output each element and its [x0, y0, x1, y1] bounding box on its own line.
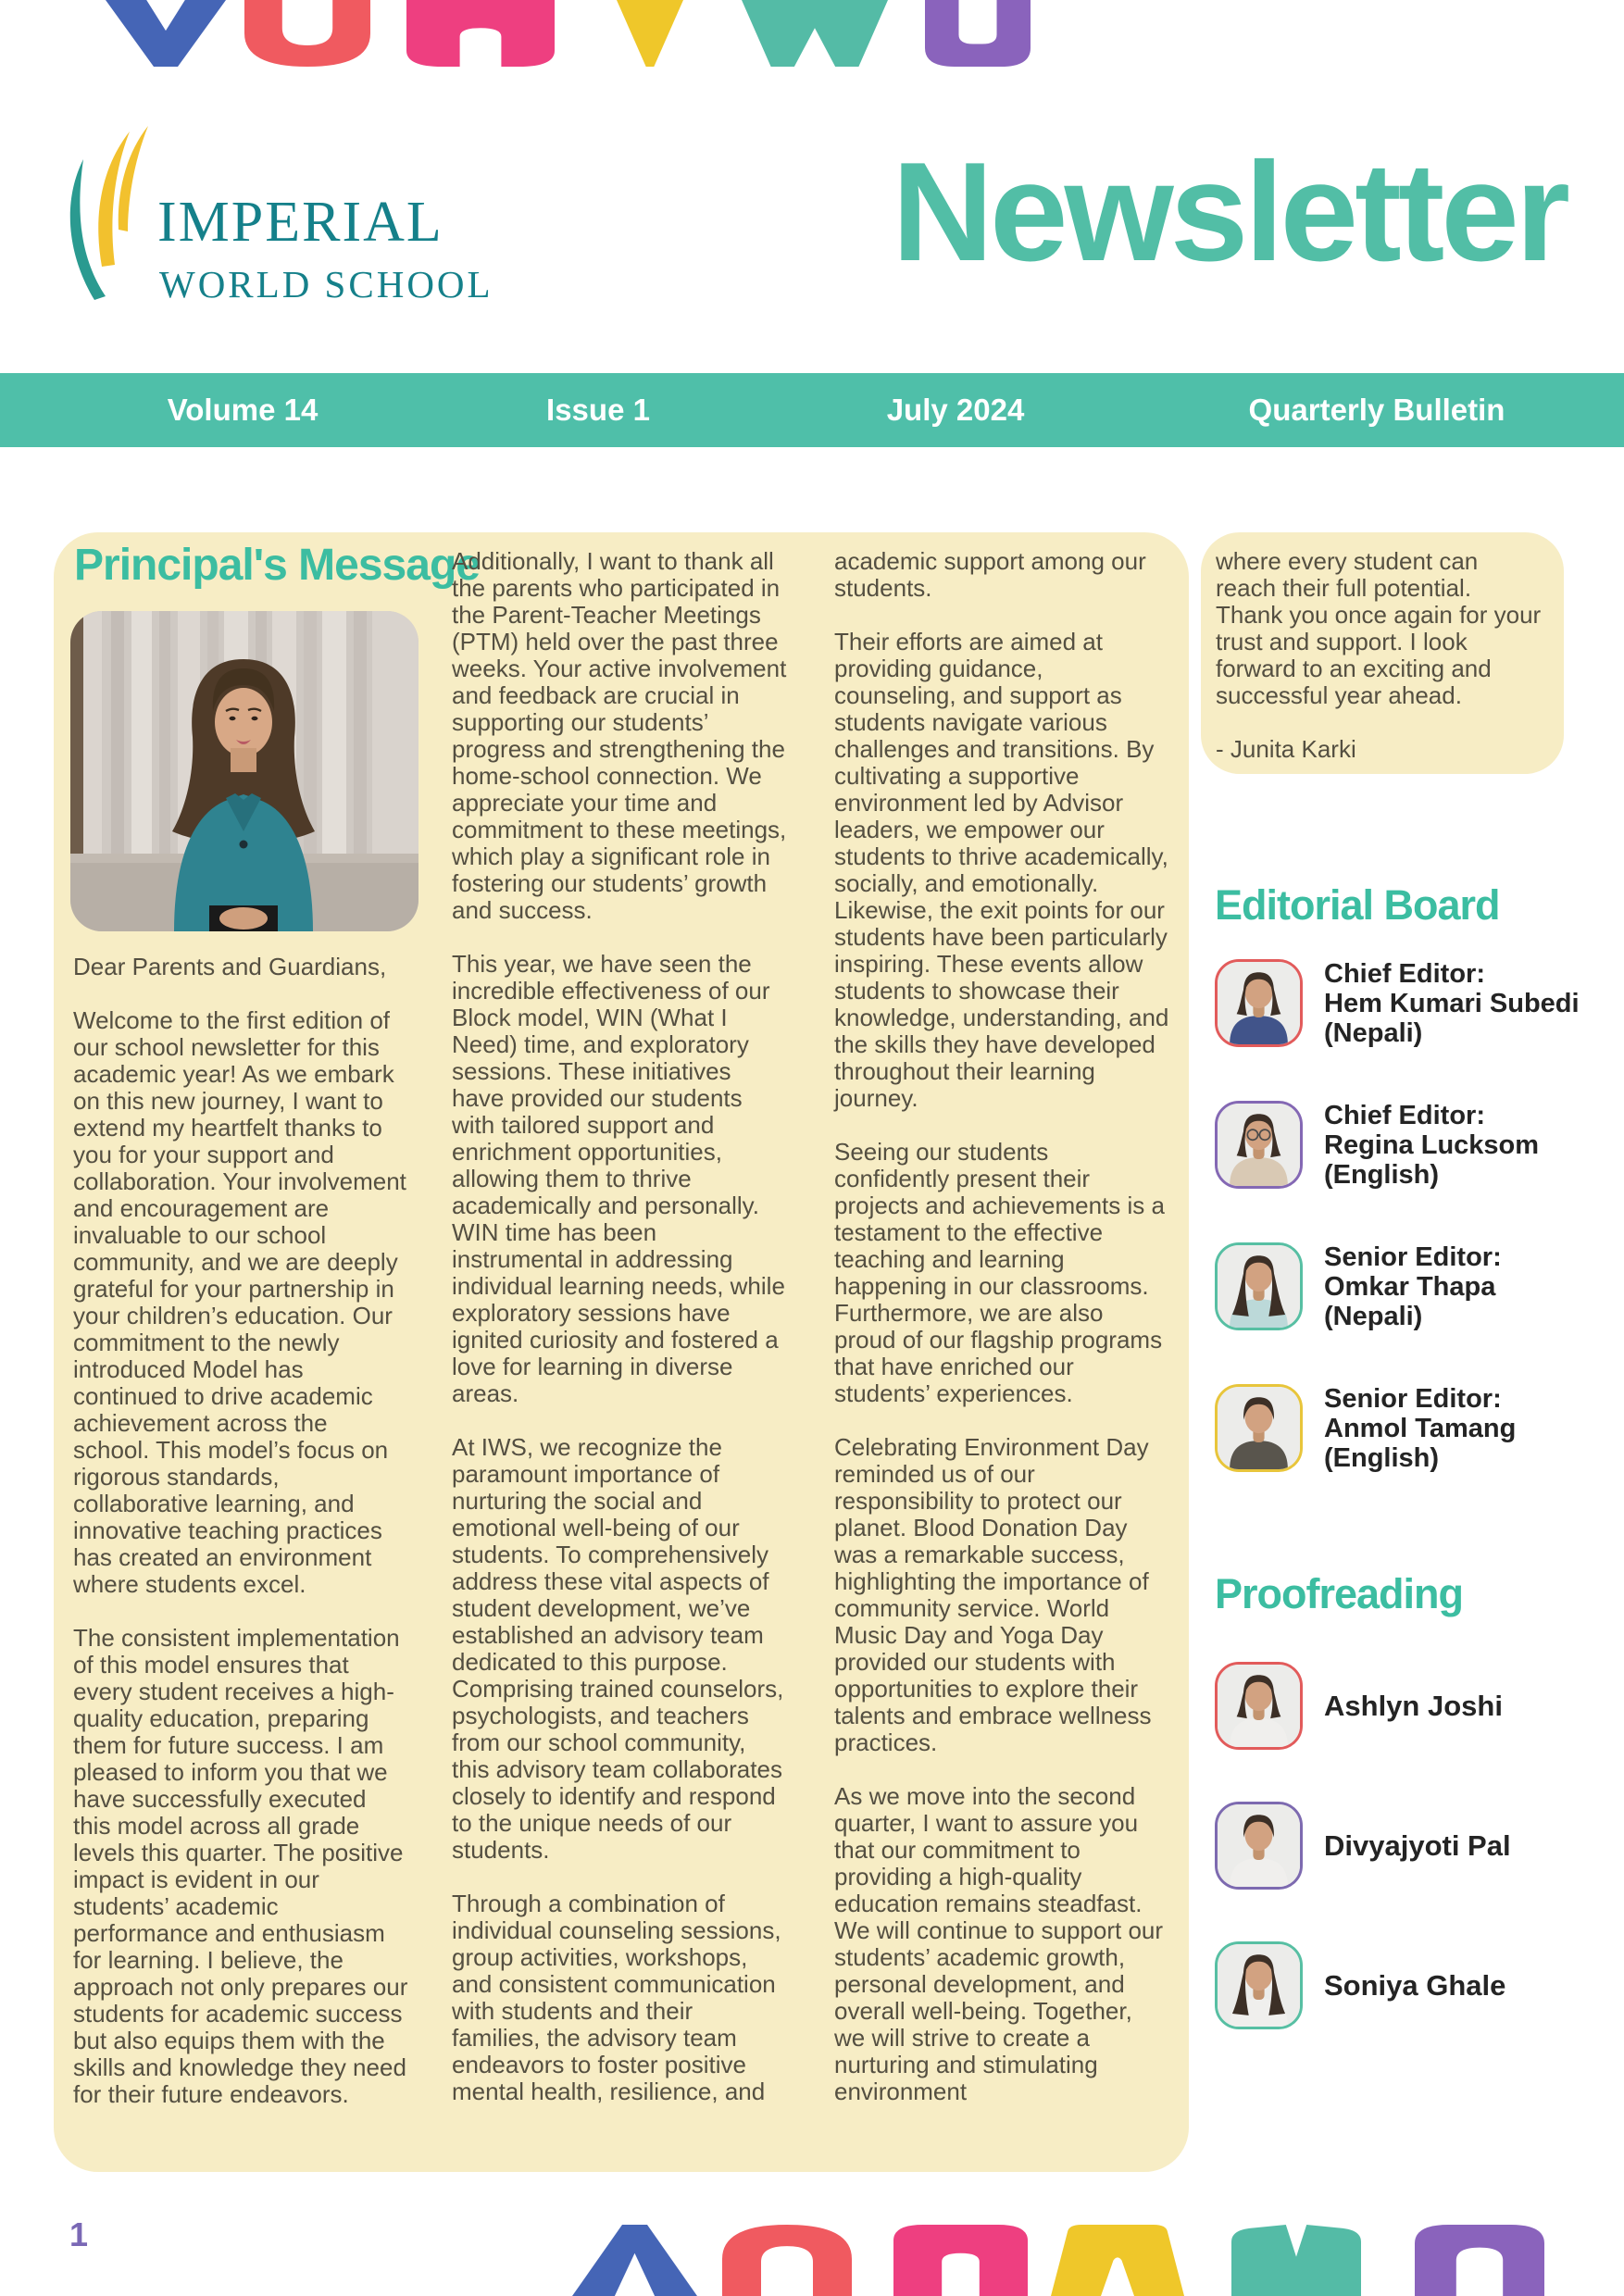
decor-letter-shape: [1415, 2225, 1544, 2296]
top-decor-shapes: [0, 0, 1624, 67]
issue-banner: [0, 373, 1624, 447]
principal-portrait-image: [70, 611, 418, 931]
member-row: [1215, 1242, 1613, 1330]
member-name: Ashlyn Joshi: [1324, 1689, 1503, 1722]
member-name: Divyajyoti Pal: [1324, 1828, 1511, 1862]
principal-photo: [70, 611, 418, 931]
member-photo: [1218, 1804, 1300, 1887]
paragraph: Through a combination of individual counseling sessions, group activities, workshops, and consistent communication with students and their families, the advisory team endeavors to foster positive mental health, resilience, and: [452, 1890, 781, 2105]
member-language: (Nepali): [1324, 1301, 1423, 1331]
decor-letter-shape: [1048, 2225, 1187, 2296]
member-label: [1324, 1691, 1503, 1721]
member-name: Regina Lucksom: [1324, 1129, 1540, 1160]
member-name: Omkar Thapa: [1324, 1271, 1496, 1302]
logo-world-school: WORLD SCHOOL: [159, 263, 493, 306]
decor-letter-shape: [244, 0, 370, 67]
decor-letter-shape: [1231, 2225, 1361, 2296]
message-column-3: [834, 548, 1169, 2105]
member-role: Senior Editor:: [1324, 1242, 1502, 1272]
member-label: [1324, 1242, 1502, 1331]
decor-letter-shape: [742, 0, 888, 67]
member-name: Anmol Tamang: [1324, 1413, 1517, 1443]
decor-letter-shape: [893, 2225, 1028, 2296]
member-name: Soniya Ghale: [1324, 1968, 1506, 2002]
decor-letter-shape: [617, 0, 683, 67]
newsletter-title: Newsletter: [892, 133, 1567, 291]
page-number: 1: [69, 2215, 89, 2253]
editorial-board-list: [1215, 959, 1613, 1526]
message-column-1: [73, 954, 408, 2108]
paragraph: This year, we have seen the incredible effectiveness of our Block model, WIN (What I Need) time, and exploratory sessions. These initiatives have provided our students with tailored support and enrichment opportunities, allowing them to thrive academically and personally. WIN time has been instrumental in addressing individual learning needs, while exploratory sessions have ignited curiosity and fostered a love for learning in diverse areas.: [452, 950, 785, 1407]
member-language: (English): [1324, 1442, 1440, 1473]
logo-flame-icon: [67, 119, 154, 300]
member-row: [1215, 1384, 1613, 1472]
paragraph: At IWS, we recognize the paramount importance of nurturing the social and emotional well-being of our students. To comprehensively address these vital aspects of student development, we’ve established an advisory team dedicated to this purpose. Comprising trained counselors, psychologists, and teachers from our school community, this advisory team collaborates closely to identify and respond to the unique needs of our students.: [452, 1433, 784, 1864]
member-photo: [1218, 1944, 1300, 2027]
member-avatar: [1215, 1384, 1303, 1472]
paragraph: where every student can reach their full potential. Thank you once again for your trust and support. I look forward to an exciting and successful year ahead.: [1216, 547, 1542, 709]
member-avatar: [1215, 1242, 1303, 1330]
member-name: Hem Kumari Subedi: [1324, 988, 1580, 1018]
member-photo: [1218, 962, 1300, 1044]
member-role: Senior Editor:: [1324, 1383, 1502, 1414]
paragraph: Dear Parents and Guardians,: [73, 953, 387, 980]
member-row: [1215, 1802, 1613, 1890]
member-avatar: [1215, 1101, 1303, 1189]
decor-letter-shape: [722, 2225, 852, 2296]
member-label: [1324, 959, 1580, 1048]
member-photo: [1218, 1387, 1300, 1469]
proofreading-list: [1215, 1662, 1613, 2081]
paragraph: Their efforts are aimed at providing guidance, counseling, and support as students navigate various challenges and transitions. By cultivating a supportive environment led by Advisor leaders, we empower our students to thrive academically, socially, and emotionally. Likewise, the exit points for our students have been particularly inspiring. These events allow students to showcase their knowledge, understanding, and the skills they have developed throughout their learning journey.: [834, 628, 1169, 1112]
paragraph: Seeing our students confidently present their projects and achievements is a testament to the effective teaching and learning happening in our classrooms. Furthermore, we are also proud of our flagship programs that have enriched our students’ experiences.: [834, 1138, 1165, 1407]
member-language: (English): [1324, 1159, 1440, 1190]
signature: - Junita Karki: [1216, 735, 1356, 763]
member-label: [1324, 1968, 1506, 2002]
member-row: [1215, 1662, 1613, 1750]
bottom-decor-shapes: [0, 2225, 1624, 2296]
decor-letter-shape: [572, 2225, 697, 2296]
logo-imperial: IMPERIAL: [157, 191, 443, 254]
member-row: [1215, 1941, 1613, 2029]
proofreading-heading: Proofreading: [1215, 1570, 1464, 1617]
paragraph: The consistent implementation of this model ensures that every student receives a high-quality education, preparing them for future success. I am pleased to inform you that we have successfully executed this model across all grade levels this quarter. The positive impact is evident in our students’ academic performance and enthusiasm for learning. I believe, the approach not only prepares our students for academic success but also equips them with the skills and knowledge they need for their future endeavors.: [73, 1624, 408, 2108]
member-role: Chief Editor:: [1324, 958, 1485, 989]
banner-bulletin: Quarterly Bulletin: [1248, 393, 1505, 427]
paragraph: Welcome to the first edition of our school newsletter for this academic year! As we embark on this new journey, I want to extend my heartfelt thanks to you for your support and collaboration. Your involvement and encouragement are invaluable to our school community, and we are deeply grateful for your partnership in your children’s education. Our commitment to the newly introduced Model has continued to drive academic achievement across the school. This model’s focus on rigorous standards, collaborative learning, and innovative teaching practices has created an environment where students excel.: [73, 1006, 406, 1598]
decor-letter-shape: [925, 0, 1031, 67]
member-row: [1215, 959, 1613, 1047]
banner-issue: Issue 1: [546, 393, 650, 427]
message-column-2: [452, 548, 787, 2105]
decor-letter-shape: [406, 0, 555, 67]
paragraph: Celebrating Environment Day reminded us of our responsibility to protect our planet. Blood Donation Day was a remarkable success, highlighting the importance of community service. World Music Day and Yoga Day provided our students with opportunities to explore their talents and embrace wellness practices.: [834, 1433, 1152, 1756]
member-avatar: [1215, 1662, 1303, 1750]
member-avatar: [1215, 1802, 1303, 1890]
paragraph: Additionally, I want to thank all the parents who participated in the Parent-Teacher Meetings (PTM) held over the past three weeks. Your active involvement and feedback are crucial in supporting our students’ progress and strengthening the home-school connection. We appreciate your time and commitment to these meetings, which play a significant role in fostering our students’ growth and success.: [452, 547, 787, 924]
member-avatar: [1215, 1941, 1303, 2029]
member-photo: [1218, 1104, 1300, 1186]
member-avatar: [1215, 959, 1303, 1047]
paragraph: academic support among our students.: [834, 547, 1146, 602]
member-label: [1324, 1828, 1511, 1862]
message-column-4: [1216, 548, 1542, 763]
member-photo: [1218, 1245, 1300, 1328]
banner-volume: Volume 14: [167, 393, 319, 427]
editorial-board-heading: Editorial Board: [1215, 881, 1500, 929]
banner-date: July 2024: [886, 393, 1025, 427]
member-role: Chief Editor:: [1324, 1100, 1485, 1130]
principal-message-heading: Principal's Message: [74, 541, 480, 590]
member-row: [1215, 1101, 1613, 1189]
paragraph: As we move into the second quarter, I want to assure you that our commitment to providing a high-quality education remains steadfast. We will continue to support our students’ academic growth, personal development, and overall well-being. Together, we will strive to create a nurturing and stimulating environment: [834, 1782, 1164, 2105]
member-language: (Nepali): [1324, 1017, 1423, 1048]
member-photo: [1218, 1665, 1300, 1747]
member-label: [1324, 1101, 1539, 1190]
decor-letter-shape: [106, 0, 226, 67]
member-label: [1324, 1384, 1516, 1473]
